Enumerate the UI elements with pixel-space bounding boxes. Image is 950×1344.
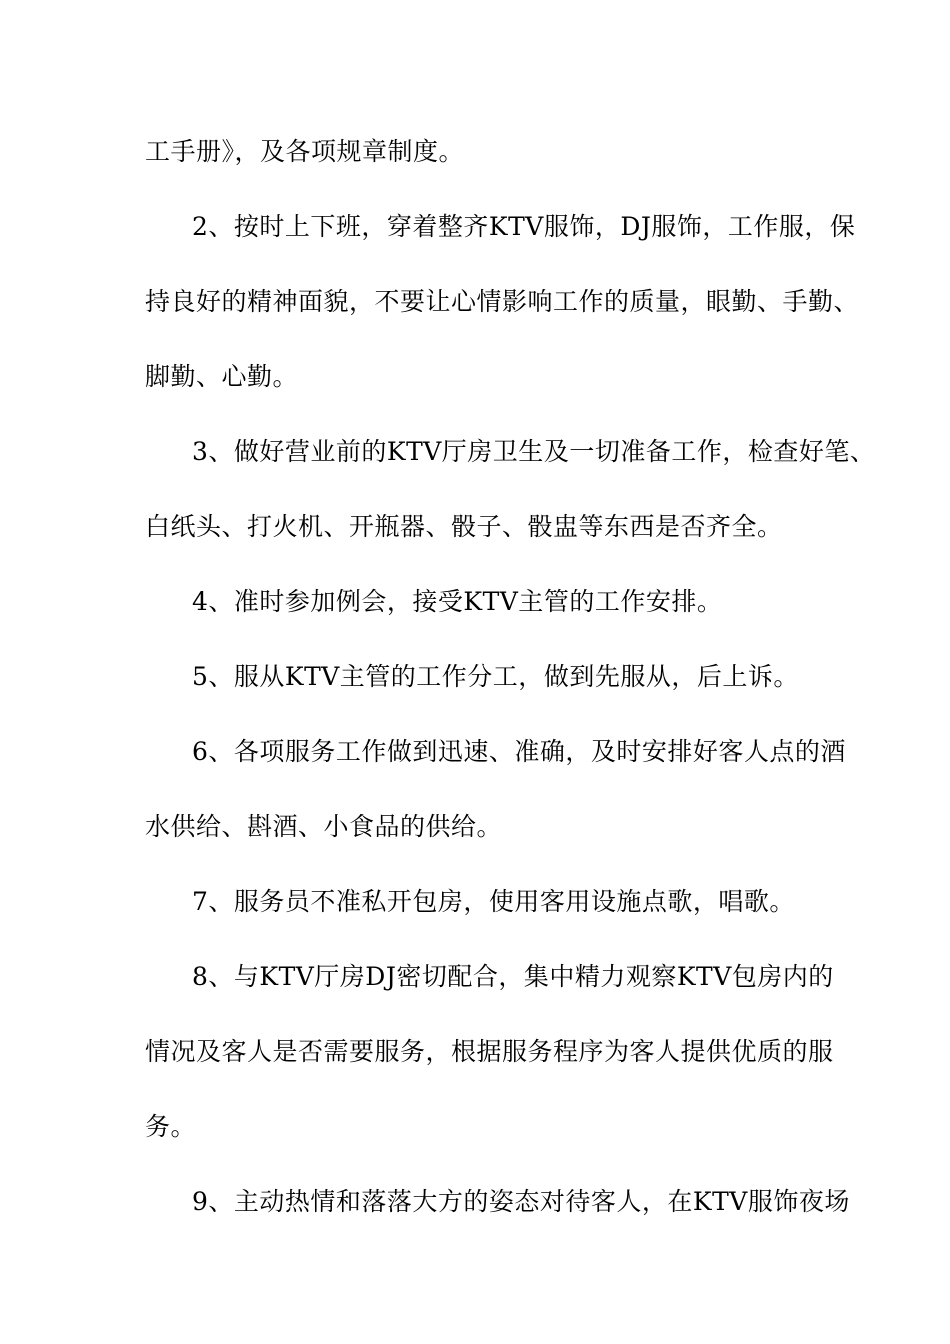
item-6-line-2: 水供给、斟酒、小食品的供给。 [145,812,503,841]
item-5-line-1: 5、服从KTV主管的工作分工，做到先服从，后上诉。 [192,662,799,691]
item-2-line-3: 脚勤、心勤。 [145,362,299,391]
item-7-line-1: 7、服务员不准私开包房，使用客用设施点歌，唱歌。 [192,887,795,916]
item-9-line-1: 9、主动热情和落落大方的姿态对待客人，在KTV服饰夜场 [192,1187,850,1216]
item-2-line-2: 持良好的精神面貌，不要让心情影响工作的质量，眼勤、手勤、 [145,287,860,316]
item-8-line-3: 务。 [145,1112,197,1141]
item-8-line-2: 情况及客人是否需要服务，根据服务程序为客人提供优质的服 [145,1037,834,1066]
item-3-line-1: 3、做好营业前的KTV厅房卫生及一切准备工作，检查好笔、 [192,437,876,466]
item-6-line-1: 6、各项服务工作做到迅速、准确，及时安排好客人点的酒 [192,737,846,766]
text-line-1: 工手册》，及各项规章制度。 [145,137,465,166]
item-8-line-1: 8、与KTV厅房DJ密切配合，集中精力观察KTV包房内的 [192,962,834,991]
item-2-line-1: 2、按时上下班，穿着整齐KTV服饰，DJ服饰，工作服，保 [192,212,856,241]
item-4-line-1: 4、准时参加例会，接受KTV主管的工作安排。 [192,587,723,616]
item-3-line-2: 白纸头、打火机、开瓶器、骰子、骰盅等东西是否齐全。 [145,512,783,541]
